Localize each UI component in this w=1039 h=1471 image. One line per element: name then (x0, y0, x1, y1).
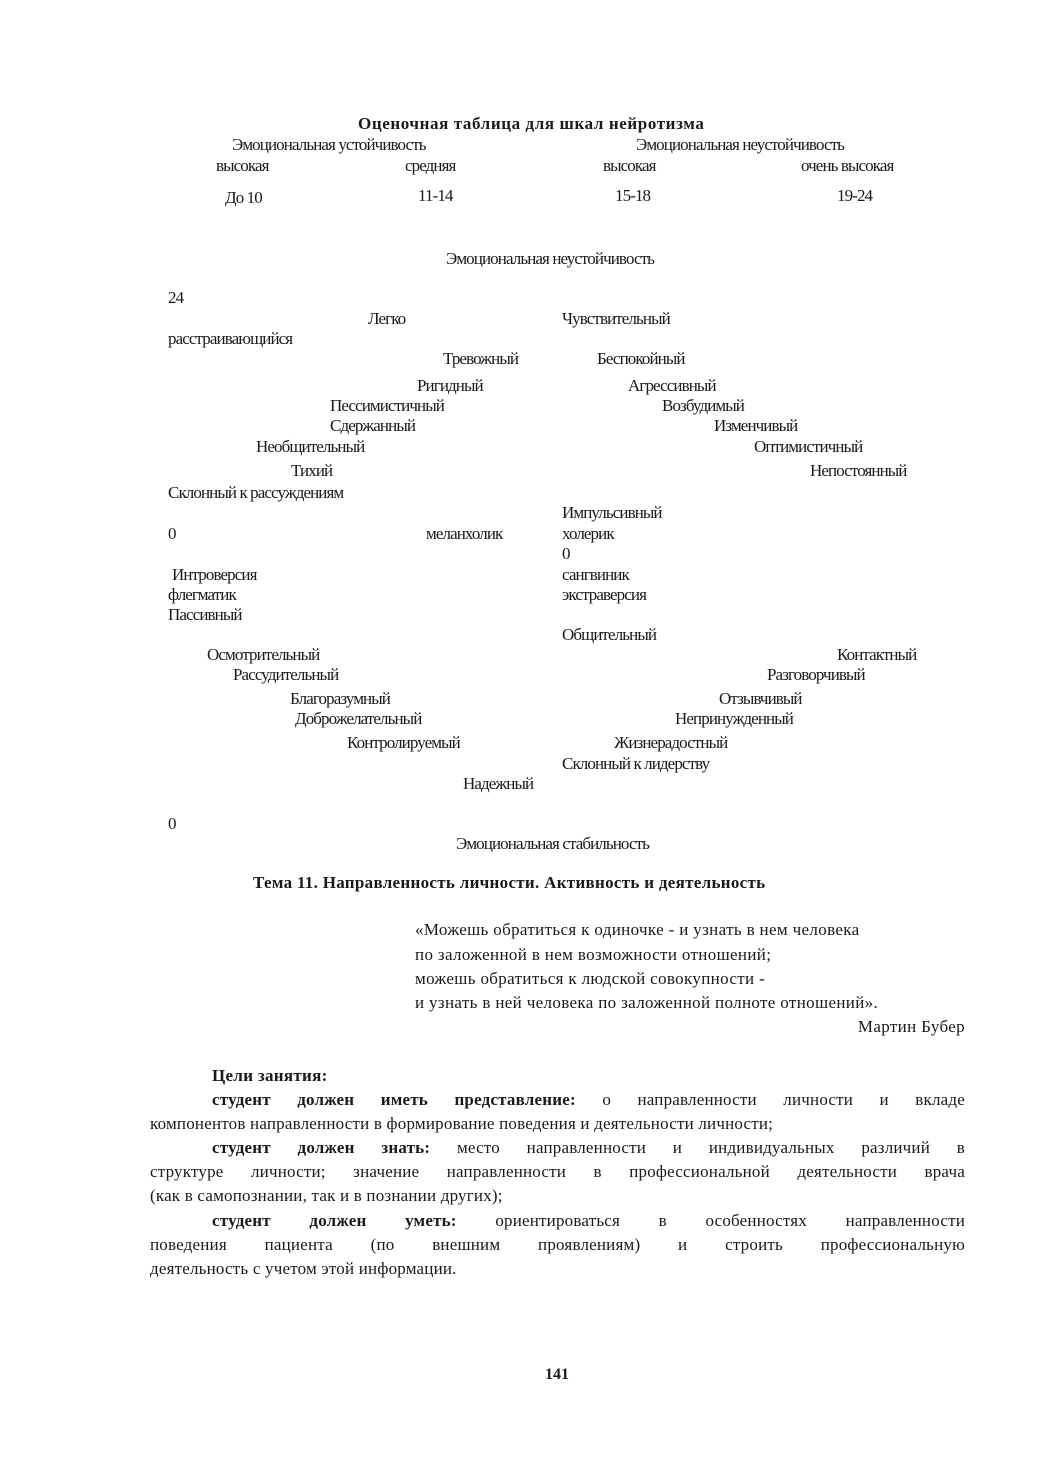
goal-paragraph-line (150, 1211, 965, 1231)
goal-text: место направленности и индивидуальных различий в (456, 1138, 965, 1157)
goal-paragraph-line: (как в самопознании, так и в познании других); (150, 1186, 503, 1205)
trait-label: Беспокойный (597, 349, 685, 368)
topic-heading: Тема 11. Направленность личности. Активность и деятельность (253, 873, 766, 892)
trait-label: Непринужденный (675, 709, 793, 728)
y-bottom-value: 0 (168, 814, 176, 833)
column-label: высокая (216, 156, 269, 175)
epigraph-line: можешь обратиться к людской совокупности - (415, 969, 766, 988)
trait-label: Оптимистичный (754, 437, 863, 456)
trait-label: расстраивающийся (168, 329, 293, 348)
trait-label: Необщительный (256, 437, 365, 456)
trait-label: Контактный (837, 645, 917, 664)
goal-paragraph-line: структуре личности; значение направленности в профессиональной деятельности врача (150, 1162, 965, 1181)
axis-bottom-label: Эмоциональная стабильность (456, 834, 649, 853)
epigraph-line: по заложенной в нем возможности отношений; (415, 945, 772, 964)
group-stable-label: Эмоциональная устойчивость (232, 135, 426, 154)
trait-label: Разговорчивый (767, 665, 865, 684)
goal-paragraph-line: деятельность с учетом этой информации. (150, 1259, 457, 1278)
group-unstable-label: Эмоциональная неустойчивость (636, 135, 844, 154)
trait-label: Импульсивный (562, 503, 662, 522)
epigraph-line: «Можешь обратиться к одиночке - и узнать в нем человека (415, 920, 860, 939)
axis-right-label: экстраверсия (562, 585, 646, 604)
goals-title: Цели занятия: (212, 1066, 328, 1085)
trait-label: Надежный (463, 774, 534, 793)
column-label: средняя (405, 156, 456, 175)
axis-top-label: Эмоциональная неустойчивость (446, 249, 654, 268)
temperament-melancholic: меланхолик (426, 524, 503, 543)
trait-label: Контролируемый (347, 733, 460, 752)
epigraph-author: Мартин Бубер (857, 1017, 965, 1036)
column-range: 19-24 (837, 186, 873, 205)
trait-label: Рассудительный (233, 665, 339, 684)
temperament-choleric: холерик (562, 524, 614, 543)
y-top-value: 24 (168, 288, 184, 307)
trait-label: Жизнерадостный (614, 733, 728, 752)
column-label: высокая (603, 156, 656, 175)
trait-label: Тревожный (443, 349, 519, 368)
goal-bold: студент должен знать: (212, 1138, 431, 1157)
goal-bold: студент должен уметь: (212, 1211, 457, 1230)
goal-paragraph-line: компонентов направленности в формирование поведения и деятельности личности; (150, 1114, 774, 1133)
trait-label: Ригидный (417, 376, 483, 395)
trait-label: Тихий (291, 461, 333, 480)
goal-text: ориентироваться в особенностях направленности (495, 1211, 966, 1230)
column-range: До 10 (225, 188, 262, 207)
temperament-sanguine: сангвиник (562, 565, 629, 584)
trait-label: Возбудимый (662, 396, 745, 415)
axis-left-label: Интроверсия (172, 565, 257, 584)
goal-text: о направленности личности и вкладе (602, 1090, 966, 1109)
page-number: 141 (545, 1366, 569, 1383)
center-value: 0 (562, 544, 570, 563)
column-label: очень высокая (801, 156, 894, 175)
goal-paragraph-line (150, 1090, 965, 1110)
trait-label: Чувствительный (562, 309, 670, 328)
goal-paragraph-line (150, 1138, 965, 1158)
trait-label: Благоразумный (290, 689, 390, 708)
column-range: 11-14 (418, 186, 453, 205)
goal-paragraph-line: поведения пациента (по внешним проявлениям) и строить профессиональную (150, 1235, 965, 1254)
trait-label: Изменчивый (714, 416, 798, 435)
trait-label: Легко (368, 309, 406, 328)
trait-label: Доброжелательный (295, 709, 422, 728)
x-left-value: 0 (168, 524, 176, 543)
table-title: Оценочная таблица для шкал нейротизма (358, 114, 705, 133)
epigraph-line: и узнать в ней человека по заложенной полноте отношений». (415, 993, 879, 1012)
trait-label: Общительный (562, 625, 657, 644)
trait-label: Отзывчивый (719, 689, 802, 708)
trait-label: Склонный к лидерству (562, 754, 710, 773)
temperament-phlegmatic: флегматик (168, 585, 236, 604)
trait-label: Пассивный (168, 605, 242, 624)
trait-label: Склонный к рассуждениям (168, 483, 344, 502)
trait-label: Осмотрительный (207, 645, 320, 664)
trait-label: Агрессивный (628, 376, 716, 395)
column-range: 15-18 (615, 186, 651, 205)
trait-label: Пессимистичный (330, 396, 444, 415)
trait-label: Непостоянный (810, 461, 907, 480)
trait-label: Сдержанный (330, 416, 416, 435)
goal-bold: студент должен иметь представление: (212, 1090, 576, 1109)
